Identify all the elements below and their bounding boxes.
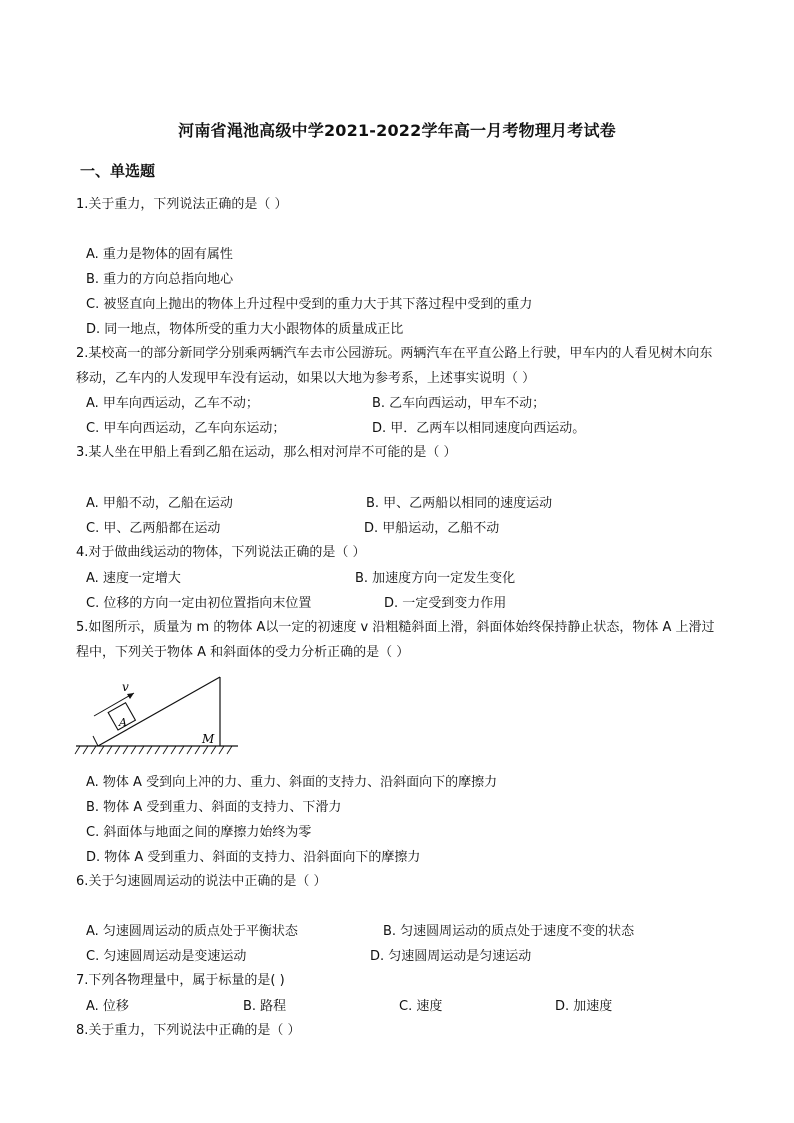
question-5-option-d: D. 物体 A 受到重力、斜面的支持力、沿斜面向下的摩擦力 xyxy=(86,850,421,865)
question-3-stem: 3.某人坐在甲船上看到乙船在运动，那么相对河岸不可能的是（ ） xyxy=(76,445,457,460)
question-6-option-a: A. 匀速圆周运动的质点处于平衡状态 xyxy=(86,924,298,939)
question-7-stem: 7.下列各物理量中，属于标量的是( ) xyxy=(76,973,285,988)
question-2-option-d: D. 甲．乙两车以相同速度向西运动。 xyxy=(372,421,586,436)
question-5-option-b: B. 物体 A 受到重力、斜面的支持力、下滑力 xyxy=(86,800,342,815)
question-1-option-c: C. 被竖直向上抛出的物体上升过程中受到的重力大于其下落过程中受到的重力 xyxy=(86,297,533,312)
question-2-option-c: C. 甲车向西运动，乙车向东运动； xyxy=(86,421,286,436)
question-5-option-a: A. 物体 A 受到向上冲的力、重力、斜面的支持力、沿斜面向下的摩擦力 xyxy=(86,775,498,790)
question-4-option-d: D. 一定受到变力作用 xyxy=(384,596,507,611)
question-3-option-d: D. 甲船运动，乙船不动 xyxy=(364,521,500,536)
question-5-stem: 5.如图所示，质量为 m 的物体 A以一定的初速度 v 沿粗糙斜面上滑，斜面体始终保持静止状态，物体 A 上滑过程中，下列关于物体 A 和斜面体的受力分析正确的是（ ） xyxy=(76,620,715,660)
question-1-stem: 1.关于重力，下列说法正确的是（ ） xyxy=(76,197,288,212)
question-4-option-b: B. 加速度方向一定发生变化 xyxy=(355,571,516,586)
inclined-plane-figure xyxy=(72,670,244,758)
question-7-option-d: D. 加速度 xyxy=(555,999,613,1014)
velocity-label: v xyxy=(122,680,129,694)
question-1-option-a: A. 重力是物体的固有属性 xyxy=(86,247,233,262)
question-7-option-b: B. 路程 xyxy=(243,999,287,1014)
question-2-stem: 2.某校高一的部分新同学分别乘两辆汽车去市公园游玩。两辆汽车在平直公路上行驶，甲车内的人看见树木向东移动，乙车内的人发现甲车没有运动，如果以大地为参考系，上述事实说明（ ） xyxy=(76,346,713,386)
incline-mass-label: M xyxy=(202,732,215,746)
question-6-option-c: C. 匀速圆周运动是变速运动 xyxy=(86,949,247,964)
question-1-option-d: D. 同一地点，物体所受的重力大小跟物体的质量成正比 xyxy=(86,322,404,337)
question-3-option-c: C. 甲、乙两船都在运动 xyxy=(86,521,221,536)
question-6-option-d: D. 匀速圆周运动是匀速运动 xyxy=(370,949,532,964)
page-title: 河南省渑池高级中学2021-2022学年高一月考物理月考试卷 xyxy=(178,121,616,140)
question-5-option-c: C. 斜面体与地面之间的摩擦力始终为零 xyxy=(86,825,312,840)
question-4-stem: 4.对于做曲线运动的物体，下列说法正确的是（ ） xyxy=(76,545,366,560)
question-8-stem: 8.关于重力，下列说法中正确的是（ ） xyxy=(76,1023,301,1038)
question-7-option-a: A. 位移 xyxy=(86,999,129,1014)
question-3-option-a: A. 甲船不动，乙船在运动 xyxy=(86,496,233,511)
question-4-option-a: A. 速度一定增大 xyxy=(86,571,181,586)
question-3-option-b: B. 甲、乙两船以相同的速度运动 xyxy=(366,496,553,511)
question-7-option-c: C. 速度 xyxy=(399,999,443,1014)
question-2-option-b: B. 乙车向西运动，甲车不动； xyxy=(372,396,546,411)
section-heading: 一、单选题 xyxy=(80,162,156,180)
question-1-option-b: B. 重力的方向总指向地心 xyxy=(86,272,234,287)
question-2-option-a: A. 甲车向西运动，乙车不动； xyxy=(86,396,259,411)
question-6-option-b: B. 匀速圆周运动的质点处于速度不变的状态 xyxy=(383,924,635,939)
block-a-label: A xyxy=(119,716,127,729)
question-4-option-c: C. 位移的方向一定由初位置指向末位置 xyxy=(86,596,312,611)
question-6-stem: 6.关于匀速圆周运动的说法中正确的是（ ） xyxy=(76,874,327,889)
